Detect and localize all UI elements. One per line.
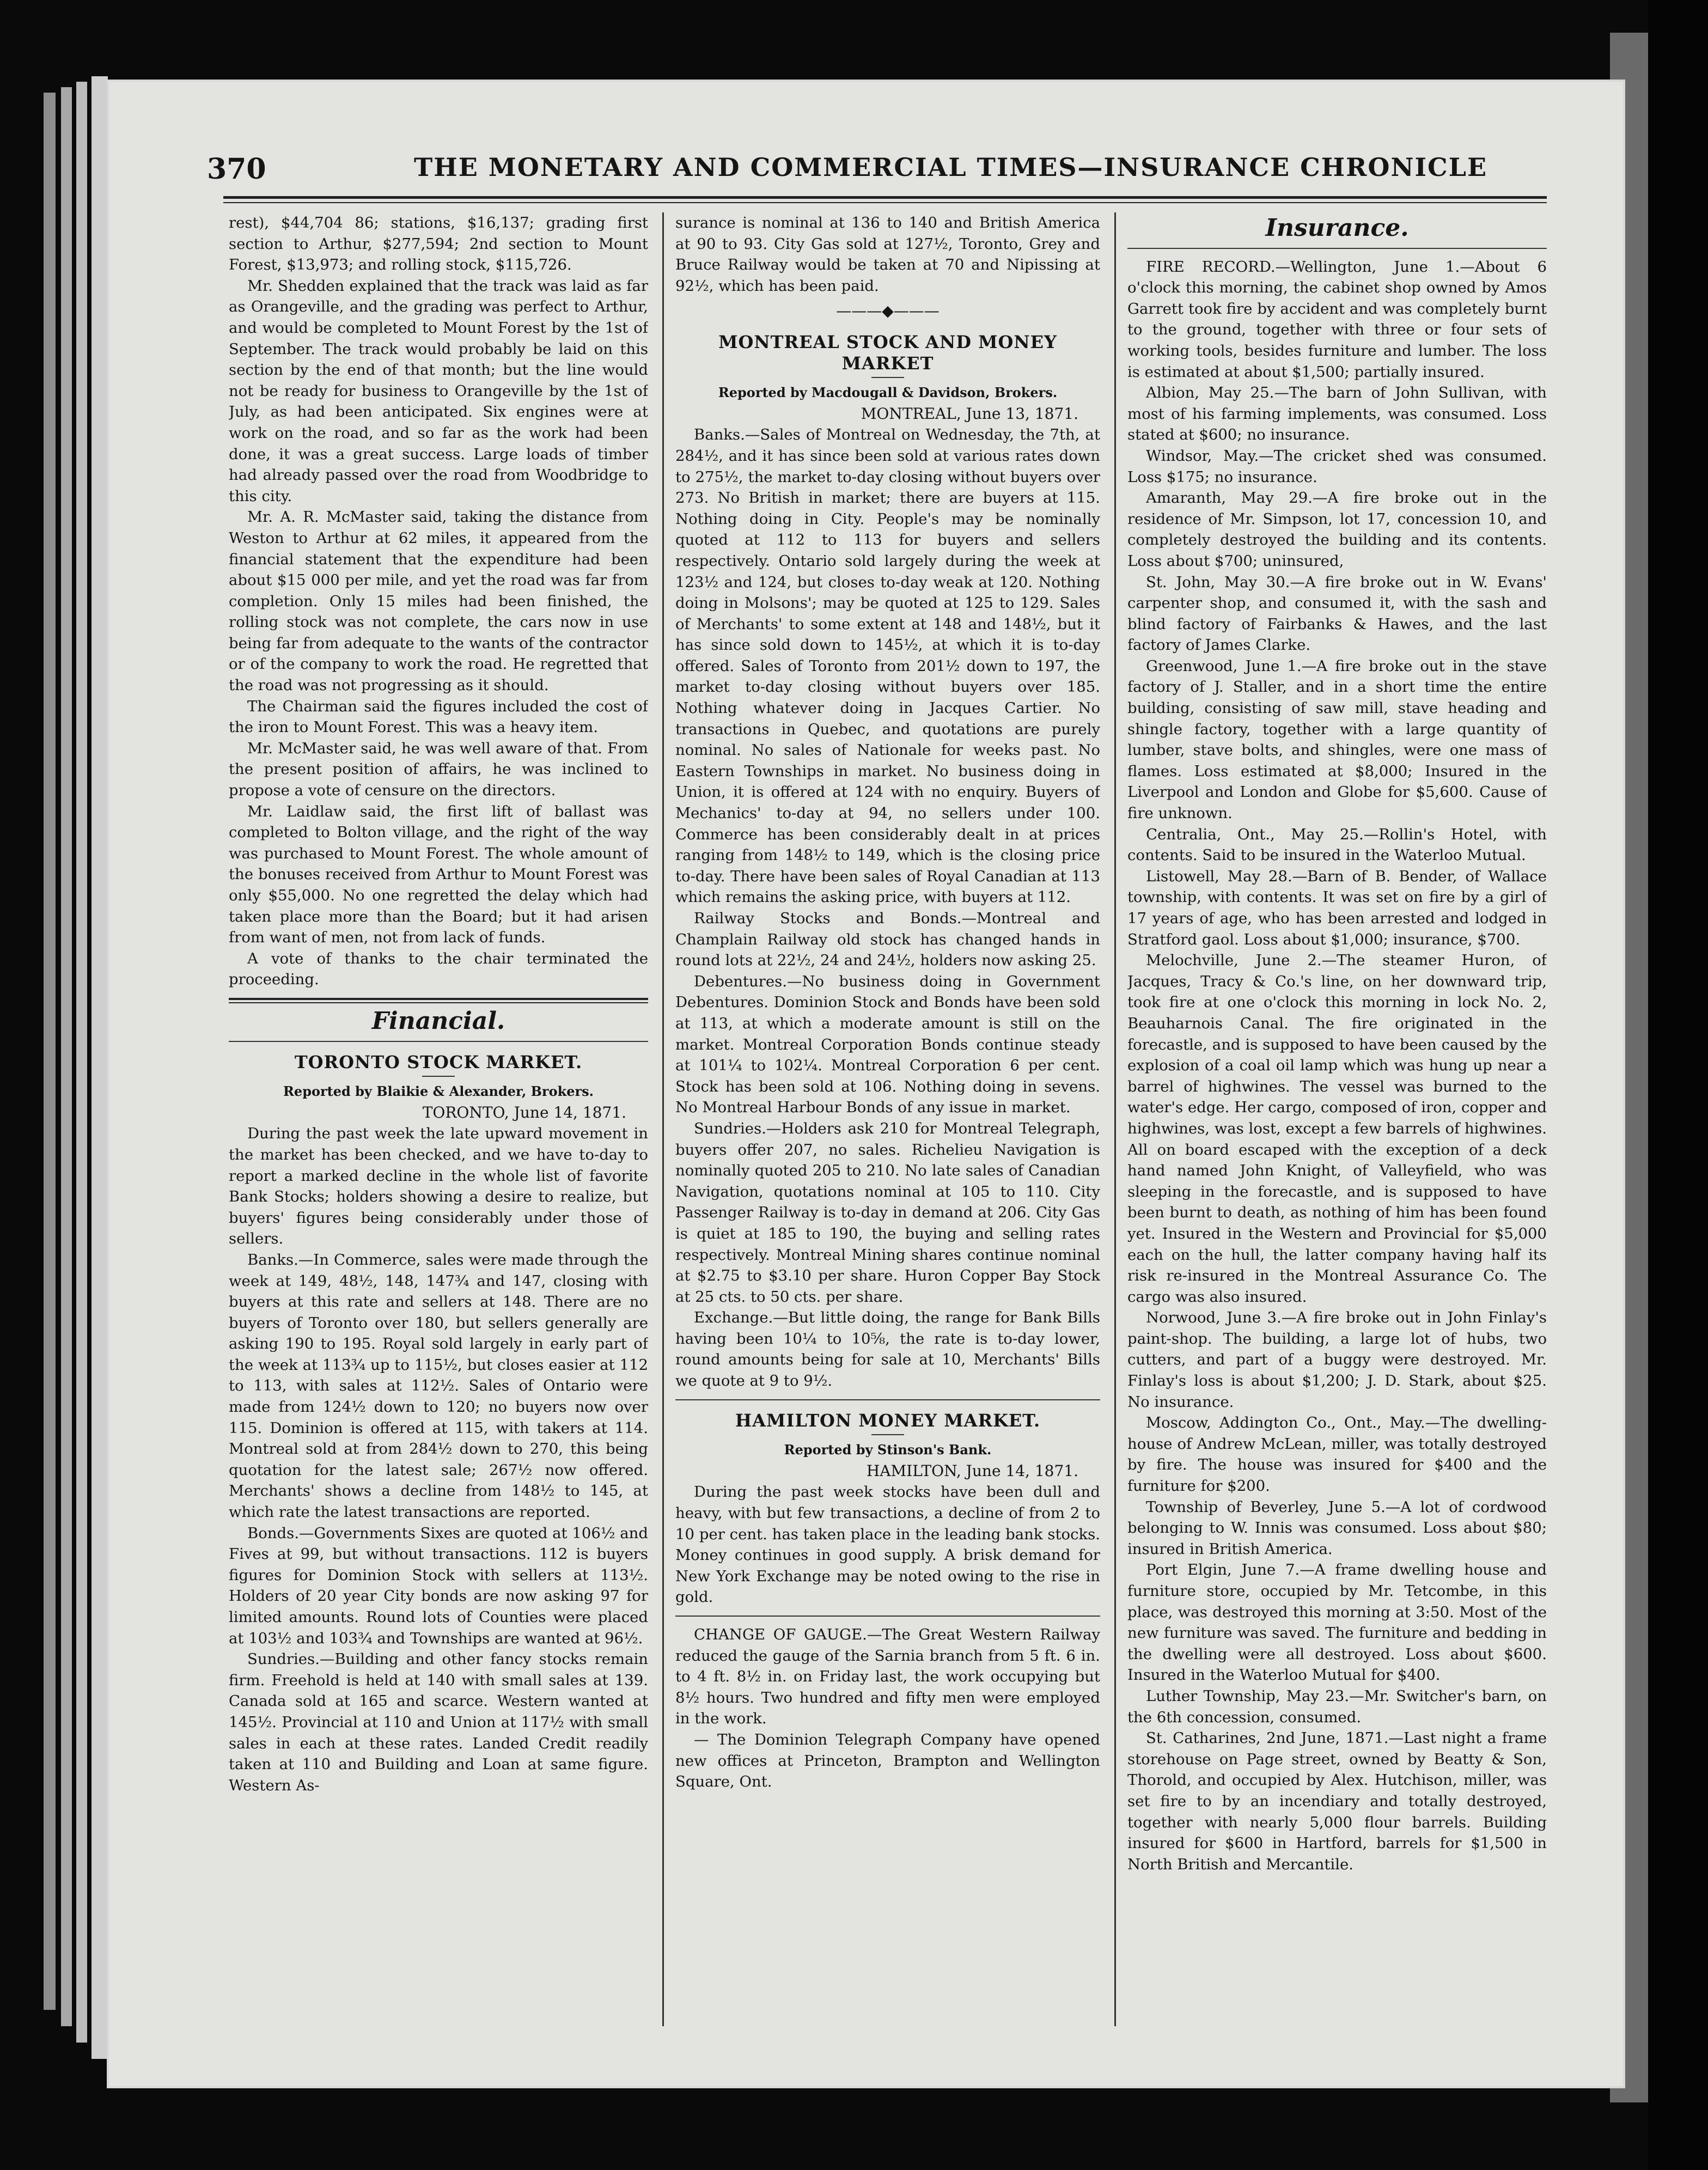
paragraph: During the past week the late upward movement in the market has been checked, and we have to-day to report a marked decline in the whole list of favorite Bank Stocks; holders showing a desire to realize, but buyers' figures being considerably under those of sellers. (229, 1125, 648, 1248)
divider (229, 1041, 648, 1042)
paragraph: A vote of thanks to the chair terminated the proceeding. (229, 949, 648, 989)
page-edge (91, 76, 108, 2059)
dateline: HAMILTON, June 14, 1871. (866, 1461, 1078, 1480)
divider (675, 1399, 1100, 1400)
running-title: THE MONETARY AND COMMERCIAL TIMES—INSURANCE CHRONICLE (414, 153, 1488, 182)
divider (675, 1616, 1100, 1617)
paragraph: During the past week stocks have been dull and heavy, with but few transactions, a decline of from 2 to 10 per cent. has taken place in the leading bank stocks. Money continues in good supply. A brisk demand for New York Exchange may be noted owing to the rise in gold. (675, 1483, 1100, 1606)
dateline: TORONTO, June 14, 1871. (422, 1103, 626, 1121)
page-edge (61, 87, 72, 2026)
page-edge (76, 82, 87, 2043)
paragraph: Banks.—In Commerce, sales were made through the week at 149, 48½, 148, 147¾ and 147, closing with buyers at this rate and sellers at 148. There are no buyers of Toronto over 180, but sellers generally are asking 190 to 195. Royal sold largely in early part of the week at 113¾ up to 115½, but closes easier at 112 to 113, with sales at 112½. Sales of Ontario were made from 124½ down to 120; no buyers now over 115. Dominion is offered at 115, with takers at 114. Montreal sold at from 284½ down to 270, this being quotation for the latest sale; 267½ now offered. Merchants' shows a decline from 148½ to 145, at which rate the latest transactions are reported. (229, 1251, 648, 1521)
page-edge (44, 93, 56, 2010)
paragraph: Township of Beverley, June 5.—A lot of cordwood belonging to W. Innis was consumed. Loss about $80; insured in British America. (1127, 1498, 1547, 1558)
divider (422, 1076, 455, 1077)
divider (1127, 248, 1547, 249)
paragraph: — The Dominion Telegraph Company have opened new offices at Princeton, Brampton and Wellington Square, Ont. (675, 1730, 1100, 1791)
dark-border (1648, 0, 1708, 2170)
reporter-line: Reported by Macdougall & Davidson, Brokers. (718, 385, 1058, 401)
ornament-divider: ———◆——— (836, 302, 940, 320)
column-2 (675, 212, 1100, 2026)
paragraph: Mr. Laidlaw said, the first lift of ballast was completed to Bolton village, and the right of the way was purchased to Mount Forest. The whole amount of the bonuses received from Arthur to Mount Forest was only $55,000. No one regretted the delay which had taken place more than the Board; but it had arisen from want of men, not from lack of funds. (229, 802, 648, 947)
column-rule (662, 212, 664, 2026)
paragraph: FIRE RECORD.—Wellington, June 1.—About 6 o'clock this morning, the cabinet shop owned by Amos Garrett took fire by accident and was completely burnt to the ground, together with three or four sets of working tools, besides furniture and lumber. The loss is estimated at about $1,500; partially insured. (1127, 258, 1547, 381)
paragraph: Railway Stocks and Bonds.—Montreal and Champlain Railway old stock has changed hands in round lots at 22½, 24 and 24½, holders now asking 25. (675, 910, 1100, 970)
paragraph: Sundries.—Holders ask 210 for Montreal Telegraph, buyers offer 207, no sales. Richelieu Navigation is nominally quoted 205 to 210. No late sales of Canadian Navigation, quotations nominal at 105 to 110. City Passenger Railway is to-day in demand at 206. City Gas is quiet at 185 to 190, the buying and selling rates respectively. Montreal Mining shares continue nominal at $2.75 to $3.10 per share. Huron Copper Bay Stock at 25 cts. to 50 cts. per share. (675, 1119, 1100, 1306)
paragraph: Mr. Shedden explained that the track was laid as far as Orangeville, and the grading was perfect to Arthur, and would be completed to Mount Forest by the 1st of September. The track would probably be laid on this section by the end of that month; but the line would not be ready for business to Orangeville by the 1st of July, as had been anticipated. Six engines were at work on the road, and so far as the work had been done, it was a great success. Large loads of timber had already passed over the road from Woodbridge to this city. (229, 277, 648, 505)
paragraph: Albion, May 25.—The barn of John Sullivan, with most of his farming implements, was consumed. Loss stated at $600; no insurance. (1127, 384, 1547, 444)
section-heading-insurance: Insurance. (1265, 214, 1409, 242)
paragraph: Port Elgin, June 7.—A frame dwelling house and furniture store, occupied by Mr. Tetcombe, in this place, was destroyed this morning at 3:50. Most of the new furniture was saved. The furniture and bedding in the dwelling were all destroyed. Loss about $600. Insured in the Waterloo Mutual for $400. (1127, 1561, 1547, 1684)
paragraph: rest), $44,704 86; stations, $16,137; grading first section to Arthur, $277,594; 2nd section to Mount Forest, $13,973; and rolling stock, $115,726. (229, 214, 648, 274)
paragraph: Melochville, June 2.—The steamer Huron, of Jacques, Tracy & Co.'s line, on her downward trip, took fire at one o'clock this morning in lock No. 2, Beauharnois Canal. The fire originated in the forecastle, and is supposed to have been caused by the explosion of a coal oil lamp which was hung up near a barrel of highwines. The vessel was burned to the water's edge. Her cargo, composed of iron, copper and highwines, was lost, except a few barrels of highwines. All on board escaped with the exception of a deck hand named John Knight, of Valleyfield, who was sleeping in the forecastle, and is supposed to have been burnt to death, as nothing of him has been found yet. Insured in the Western and Provincial for $5,000 each on the hull, the latter company having half its risk re-insured in the Montreal Assurance Co. The cargo was also insured. (1127, 952, 1547, 1306)
paragraph: Bonds.—Governments Sixes are quoted at 106½ and Fives at 99, but without transactions. 112 is buyers figures for Dominion Stock with sellers at 113½. Holders of 20 year City bonds are now asking 97 for limited amounts. Round lots of Counties were placed at 103½ and 103¾ and Townships are wanted at 96½. (229, 1524, 648, 1647)
section-heading-financial: Financial. (371, 1007, 505, 1035)
paragraph: Mr. McMaster said, he was well aware of that. From the present position of affairs, he was inclined to propose a vote of censure on the directors. (229, 739, 648, 800)
column-1 (229, 212, 648, 2026)
paragraph: St. Catharines, 2nd June, 1871.—Last night a frame storehouse on Page street, owned by Beatty & Son, Thorold, and occupied by Alex. Hutchison, miller, was set fire to by an incendiary and totally destroyed, together with nearly 5,000 flour barrels. Building insured for $600 in Hartford, barrels for $1,500 in North British and Mercantile. (1127, 1729, 1547, 1873)
paragraph: Norwood, June 3.—A fire broke out in John Finlay's paint-shop. The building, a large lot of hubs, two cutters, and part of a buggy were destroyed. Mr. Finlay's loss is about $1,200; J. D. Stark, about $25. No insurance. (1127, 1309, 1547, 1411)
paragraph: Banks.—Sales of Montreal on Wednesday, the 7th, at 284½, and it has since been sold at various rates down to 275½, the market to-day closing without buyers over 273. No British in market; there are buyers at 115. Nothing doing in City. People's may be nominally quoted at 112 to 113 for buyers and sellers respectively. Ontario sold largely during the week at 123½ and 124, but closes to-day weak at 120. Nothing doing in Molsons'; may be quoted at 125 to 129. Sales of Merchants' to some extent at 148 and 148½, but it has since sold down to 145½, at which it is to-day offered. Sales of Toronto from 201½ down to 197, the market to-day closing without buyers over 185. Nothing whatever doing in Jacques Cartier. No transactions in Quebec, and quotations are purely nominal. No sales of Nationale for weeks past. No Eastern Townships in market. No business doing in Union, it is offered at 124 with no enquiry. Buyers of Mechanics' to-day at 94, no sellers under 100. Commerce has been considerably dealt in at prices ranging from 148½ to 149, which is the closing price to-day. There have been sales of Royal Canadian at 113 which remains the asking price, with buyers at 112. (675, 426, 1100, 906)
paragraph: surance is nominal at 136 to 140 and British America at 90 to 93. City Gas sold at 127½, Toronto, Grey and Bruce Railway would be taken at 70 and Nipissing at 92½, which has been paid. (675, 214, 1100, 295)
column-rule (1114, 212, 1116, 2026)
paragraph: Sundries.—Building and other fancy stocks remain firm. Freehold is held at 140 with small sales at 139. Canada sold at 165 and scarce. Western wanted at 145½. Provincial at 110 and Union at 117½ with small sales in each at these rates. Landed Credit readily taken at 110 and Building and Loan at same figure. Western As- (229, 1650, 648, 1794)
article-heading: TORONTO STOCK MARKET. (294, 1051, 583, 1072)
paragraph: Listowell, May 28.—Barn of B. Bender, of Wallace township, with contents. It was set on fire by a girl of 17 years of age, who has been arrested and lodged in Stratford gaol. Loss about $1,000; insurance, $700. (1127, 867, 1547, 948)
divider (871, 377, 904, 378)
section-rule (229, 998, 648, 1003)
paragraph: Debentures.—No business doing in Government Debentures. Dominion Stock and Bonds have been sold at 113, at which a moderate amount is still on the market. Montreal Corporation Bonds continue steady at 101¼ to 102¼. Montreal Corporation 6 per cent. Stock has been sold at 106. Nothing doing in sevens. No Montreal Harbour Bonds of any issue in market. (675, 972, 1100, 1117)
paragraph: Windsor, May.—The cricket shed was consumed. Loss $175; no insurance. (1127, 447, 1547, 486)
paragraph: Centralia, Ont., May 25.—Rollin's Hotel, with contents. Said to be insured in the Waterloo Mutual. (1127, 825, 1547, 864)
paragraph: Amaranth, May 29.—A fire broke out in the residence of Mr. Simpson, lot 17, concession 10, and completely destroyed the building and its contents. Loss about $700; uninsured, (1127, 489, 1547, 570)
paragraph: Luther Township, May 23.—Mr. Switcher's barn, on the 6th concession, consumed. (1127, 1687, 1547, 1726)
page-header (207, 136, 1547, 185)
paragraph: Mr. A. R. McMaster said, taking the distance from Weston to Arthur at 62 miles, it appeared from the financial statement that the expenditure had been about $15 000 per mile, and yet the road was far from completion. Only 15 miles had been finished, the rolling stock was not complete, the cars now in use being far from adequate to the wants of the contractor or of the company to work the road. He regretted that the road was not progressing as it should. (229, 508, 648, 694)
article-heading: MONTREAL STOCK AND MONEY MARKET (718, 331, 1057, 374)
divider (871, 1434, 904, 1435)
paragraph: Exchange.—But little doing, the range for Bank Bills having been 10¼ to 10⅝, the rate is to-day lower, round amounts being for sale at 10, Merchants' Bills we quote at 9 to 9½. (675, 1309, 1100, 1390)
newspaper-page (109, 82, 1623, 2086)
column-3 (1127, 212, 1547, 2026)
paragraph: CHANGE OF GAUGE.—The Great Western Railway reduced the gauge of the Sarnia branch from 5 ft. 6 in. to 4 ft. 8½ in. on Friday last, the work occupying but 8½ hours. Two hundred and fifty men were employed in the work. (675, 1626, 1100, 1728)
paragraph: The Chairman said the figures included the cost of the iron to Mount Forest. This was a heavy item. (229, 697, 648, 736)
paragraph: Greenwood, June 1.—A fire broke out in the stave factory of J. Staller, and in a short time the entire building, consisting of saw mill, stave heading and shingle factory, together with a large quantity of lumber, stave bolts, and shingles, were one mass of flames. Loss estimated at $8,000; Insured in the Liverpool and London and Globe for $5,600. Cause of fire unknown. (1127, 657, 1547, 822)
paragraph: St. John, May 30.—A fire broke out in W. Evans' carpenter shop, and consumed it, with the sash and blind factory of Fairbanks & Hawes, and the last factory of James Clarke. (1127, 573, 1547, 654)
paragraph: Moscow, Addington Co., Ont., May.—The dwelling-house of Andrew McLean, miller, was totally destroyed by fire. The house was insured for $400 and the furniture for $200. (1127, 1414, 1547, 1495)
header-rule (223, 196, 1547, 203)
dateline: MONTREAL, June 13, 1871. (861, 404, 1078, 423)
reporter-line: Reported by Blaikie & Alexander, Brokers. (283, 1083, 594, 1100)
article-heading: HAMILTON MONEY MARKET. (735, 1410, 1041, 1431)
page-number: 370 (207, 153, 266, 186)
reporter-line: Reported by Stinson's Bank. (784, 1442, 992, 1458)
